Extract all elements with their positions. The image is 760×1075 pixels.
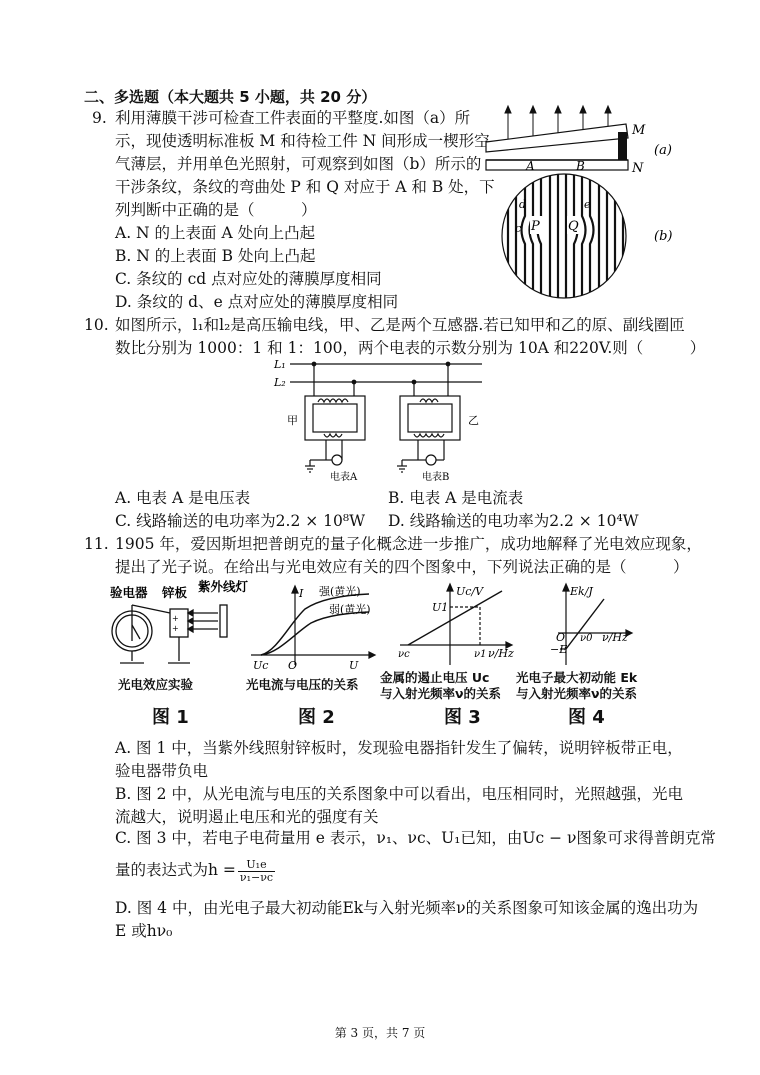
label-b: B [576,159,585,173]
label-v1: ν1 [474,649,487,660]
label-ylabel: Uc/V [456,585,484,598]
fig2-current-voltage [245,583,380,678]
label-uc: Uc [253,659,269,672]
q9-option-d: D. 条纹的 d、e 点对应处的薄膜厚度相同 [115,293,399,311]
label-l1: L₁ [274,358,286,371]
q11-number: 11. [84,535,109,553]
label-a: A [526,159,535,173]
label-e: e [584,198,591,211]
q10-number: 10. [84,316,109,334]
transformer-jia [305,362,365,472]
label-yi: 乙 [468,414,479,427]
label-fig-a: (a) [654,143,672,158]
workpiece-n [486,160,628,170]
q9-line: 列判断中正确的是（ ） [115,201,317,219]
fig3-label: 图 3 [444,707,481,728]
planck-fraction [238,859,275,884]
q10-option-b: B. 电表 A 是电流表 [388,489,524,507]
fig4-kinetic-energy [530,583,665,671]
fig4-label: 图 4 [568,707,605,728]
interference-fringes [508,164,623,304]
fraction-denominator: ν₁−νc [239,870,274,884]
q10-option-d: D. 线路输送的电功率为2.2 × 10⁴W [388,512,639,530]
fig4-caption-1: 光电子最大初动能 Ek [516,670,638,685]
q11-option-b-line2: 流越大，说明遏止电压和光的强度有关 [115,808,379,826]
label-o: O [288,659,298,672]
fig3-caption-2: 与入射光频率ν的关系 [380,686,502,701]
label-d: d [519,198,527,211]
fig4-caption-2: 与入射光频率ν的关系 [516,686,638,701]
label-electroscope: 验电器 [110,585,148,600]
q11-option-d-line1: D. 图 4 中，由光电子最大初动能Ek与入射光频率ν的关系图象可知该金属的逸出功为 [115,899,699,917]
q10-line: 如图所示，l₁和l₂是高压输电线，甲、乙是两个互感器.若已知甲和乙的原、副线圈匝 [115,316,685,334]
fig1-label: 图 1 [152,707,189,728]
label-o: O [556,631,566,644]
label-meter-b: 电表B [422,472,450,483]
label-strong: 强(黄光) [319,585,361,598]
label-m: M [632,123,646,138]
q10-figure [272,356,490,484]
label-n: N [632,161,644,176]
label-xlabel: ν/Hz [602,631,628,644]
label-xlabel: ν/Hz [488,647,514,660]
label-i: I [299,587,304,600]
label-zinc: 锌板 [162,585,188,600]
label-l2: L₂ [274,376,286,389]
label-weak: 弱(黄光) [329,603,371,616]
q9-line: 示，现使透明标准板 M 和待检工件 N 间形成一楔形空 [115,132,490,150]
q10-option-a: A. 电表 A 是电压表 [115,489,251,507]
fig1-caption: 光电效应实验 [118,677,194,692]
q9-option-c: C. 条纹的 cd 点对应处的薄膜厚度相同 [115,270,382,288]
q9-option-a: A. N 的上表面 A 处向上凸起 [115,224,316,242]
spacer [618,132,627,160]
fig3-caption-1: 金属的遏止电压 Uc [380,670,490,685]
label-u1: U1 [432,601,449,614]
svg-text:+: + [172,614,179,623]
page-footer: 第 3 页，共 7 页 [334,1026,426,1040]
q9-line: 干涉条纹，条纹的弯曲处 P 和 Q 对应于 A 和 B 处，下 [115,178,495,196]
label-p: P [531,219,540,234]
label-lamp: 紫外线灯 [198,579,249,594]
fig2-label: 图 2 [298,707,335,728]
uv-lamp-icon [220,605,227,637]
label-minus-e: −E [550,643,568,656]
q11-option-c-line2 [115,858,277,884]
section-title: 二、多选题（本大题共 5 小题，共 20 分） [84,88,377,106]
q11-line: 提出了光子说。在给出与光电效应有关的四个图象中，下列说法正确的是（ ） [115,558,689,576]
q11-option-a-line1: A. 图 1 中，当紫外线照射锌板时，发现验电器指针发生了偏转，说明锌板带正电， [115,739,683,757]
svg-text:+: + [172,624,179,633]
stop-voltage-line [408,591,502,645]
q11-option-c-line1: C. 图 3 中，若电子电荷量用 e 表示，ν₁、νc、U₁已知，由Uc − ν图象可求得普朗克常 [115,829,716,847]
q9-number: 9. [92,109,107,127]
q9-line: 气薄层，并用单色光照射，可观察到如图（b）所示的 [115,155,482,173]
label-c: c [515,222,522,235]
curve-weak [261,612,369,655]
label-u: U [349,659,359,672]
label-fig-b: (b) [654,229,673,244]
q9-line: 利用薄膜干涉可检查工件表面的平整度.如图（a）所 [115,109,471,127]
option-c-text: 量的表达式为h = [115,861,236,879]
plate-m [486,124,628,152]
q11-option-a-line2: 验电器带负电 [115,762,209,780]
q11-option-d-line2: E 或hν₀ [115,922,173,940]
q11-line: 1905 年，爱因斯坦把普朗克的量子化概念进一步推广，成功地解释了光电效应现象， [115,535,702,553]
label-v0: ν0 [580,633,593,644]
label-q: Q [568,219,579,234]
q9-option-b: B. N 的上表面 B 处向上凸起 [115,247,316,265]
fig1-experiment [108,579,249,678]
fig2-caption: 光电流与电压的关系 [246,677,359,692]
fig3-stop-voltage [380,583,515,671]
label-vc: νc [398,649,410,660]
q9-figure [478,104,698,316]
label-meter-a: 电表A [330,472,358,483]
transformer-yi [397,362,460,472]
q10-line: 数比分别为 1000：1 和 1：100，两个电表的示数分别为 10A 和220V.则（ ） [115,339,706,357]
q10-option-c: C. 线路输送的电功率为2.2 × 10⁸W [115,512,366,530]
label-ylabel: Ek/J [570,585,593,598]
fraction-numerator: U₁e [238,859,275,872]
label-jia: 甲 [287,414,298,427]
q11-option-b-line1: B. 图 2 中，从光电流与电压的关系图象中可以看出，电压相同时，光照越强，光电 [115,785,683,803]
